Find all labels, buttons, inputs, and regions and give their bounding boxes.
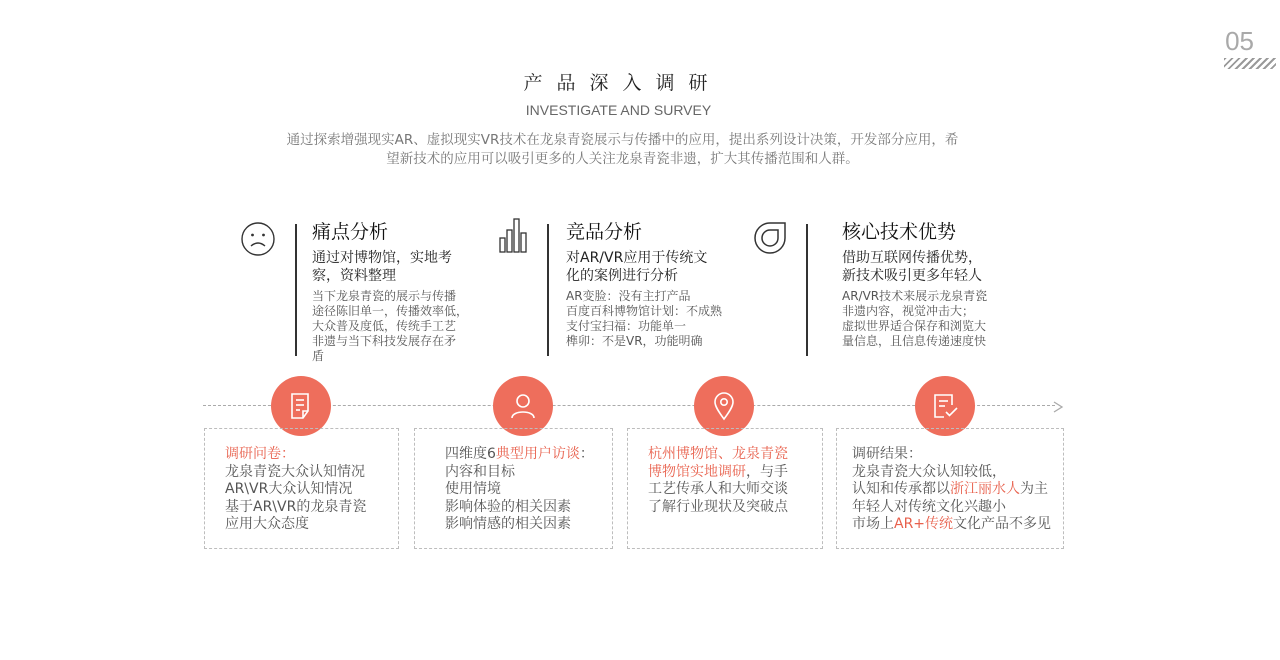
intro-line: 通过探索增强现实AR、虚拟现实VR技术在龙泉青瓷展示与传播中的应用，提出系列设计决策，开发部分应用，希 — [286, 132, 959, 148]
card-line — [225, 464, 398, 482]
research-card-result — [836, 428, 1064, 549]
card-text: ，与手 — [746, 463, 788, 480]
core-tech-advantage-block — [842, 217, 1022, 349]
block-divider — [806, 224, 808, 356]
card-line — [648, 464, 822, 482]
card-text: 文化产品不多见 — [953, 516, 1052, 532]
card-text: 应用大众态度 — [225, 516, 309, 532]
intro-paragraph — [250, 131, 995, 169]
timeline-node-questionnaire — [271, 376, 331, 436]
card-text: 了解行业现状及突破点 — [648, 498, 788, 515]
timeline-node-result — [915, 376, 975, 436]
checklist-icon — [930, 391, 960, 421]
card-text: 调研结果： — [852, 446, 922, 462]
bar-chart-icon — [495, 216, 535, 256]
card-line — [648, 499, 822, 517]
timeline-node-user-interview — [493, 376, 553, 436]
card-highlight-text: 调研问卷： — [225, 446, 295, 462]
block-body-line: 途径陈旧单一，传播效率低， — [312, 304, 469, 318]
block-body-line: 非遗与当下科技发展存在矛 — [312, 334, 457, 348]
card-text: ： — [579, 446, 594, 462]
card-text: 使用情境 — [445, 481, 501, 497]
document-icon — [286, 391, 316, 421]
research-card-field-research — [627, 428, 823, 549]
page-number: 05 — [1225, 26, 1254, 56]
card-line — [852, 481, 1063, 499]
card-line — [445, 516, 612, 534]
block-heading: 竞品分析 — [566, 221, 643, 243]
card-line — [445, 446, 612, 464]
block-sub-line: 通过对博物馆，实地考 — [312, 250, 452, 266]
competitor-analysis-block — [566, 217, 746, 349]
card-line — [648, 481, 822, 499]
card-text: 市场上 — [852, 516, 894, 532]
card-line — [225, 446, 398, 464]
user-icon — [508, 391, 538, 421]
block-body-line: 量信息，且信息传递速度快 — [842, 334, 987, 348]
block-sub-line: 借助互联网传播优势， — [842, 250, 982, 266]
card-line — [648, 446, 822, 464]
block-body-line: 当下龙泉青瓷的展示与传播 — [312, 289, 457, 303]
card-line — [225, 499, 398, 517]
card-text: 影响情感的相关因素 — [445, 516, 571, 532]
block-body-line: AR变脸：没有主打产品 — [566, 289, 691, 303]
card-text: 影响体验的相关因素 — [445, 498, 571, 515]
sad-face-icon — [240, 219, 280, 259]
card-line — [225, 516, 398, 534]
block-body-line: 盾 — [312, 349, 325, 363]
card-highlight-text: 博物馆实地调研 — [648, 463, 746, 480]
block-body-line: 支付宝扫福：功能单一 — [566, 319, 687, 333]
card-text: 四维度6 — [445, 446, 496, 462]
card-text: 基于AR\VR的龙泉青瓷 — [225, 498, 367, 515]
block-body-line: 虚拟世界适合保存和浏览大 — [842, 319, 987, 333]
block-subheading — [566, 249, 746, 285]
intro-line: 望新技术的应用可以吸引更多的人关注龙泉青瓷非遗，扩大其传播范围和人群。 — [386, 151, 859, 167]
card-line — [445, 499, 612, 517]
block-body-line: 大众普及度低，传统手工艺 — [312, 319, 457, 333]
block-heading: 痛点分析 — [312, 221, 389, 243]
timeline-node-field-research — [694, 376, 754, 436]
page-subtitle: INVESTIGATE AND SURVEY — [525, 102, 712, 118]
location-pin-icon — [709, 391, 739, 421]
card-highlight-text: 典型用户访谈 — [495, 446, 580, 462]
card-text: AR\VR大众认知情况 — [225, 481, 353, 497]
card-highlight-text: 浙江丽水人 — [950, 481, 1020, 497]
card-line — [225, 481, 398, 499]
card-line — [445, 481, 612, 499]
block-sub-line: 化的案例进行分析 — [566, 268, 678, 284]
card-line — [852, 446, 1063, 464]
card-text: 年轻人对传统文化兴趣小 — [852, 498, 1006, 515]
card-text: 内容和目标 — [445, 463, 515, 480]
block-body-line: 榫卯：不是VR，功能明确 — [566, 334, 703, 348]
card-line — [445, 464, 612, 482]
block-body-line: 非遗内容，视觉冲击大； — [842, 304, 975, 318]
card-text: 龙泉青瓷大众认知情况 — [225, 463, 365, 480]
card-line — [852, 516, 1063, 534]
block-sub-line: 新技术吸引更多年轻人 — [842, 268, 982, 284]
card-text: 龙泉青瓷大众认知较低， — [852, 463, 1006, 480]
block-divider — [295, 224, 297, 356]
card-highlight-text: AR+传统 — [894, 516, 954, 532]
block-subheading — [842, 249, 1022, 285]
block-body — [842, 289, 1022, 349]
block-divider — [547, 224, 549, 356]
block-body-line: 百度百科博物馆计划：不成熟 — [566, 304, 723, 318]
card-line — [852, 499, 1063, 517]
research-card-user-interview — [414, 428, 613, 549]
research-card-questionnaire — [204, 428, 399, 549]
block-subheading — [312, 249, 492, 285]
card-highlight-text: 杭州博物馆、龙泉青瓷 — [648, 446, 788, 462]
pain-point-block — [312, 217, 492, 364]
block-body — [312, 289, 492, 364]
block-body-line: AR/VR技术来展示龙泉青瓷 — [842, 289, 988, 303]
card-text: 为主 — [1020, 481, 1048, 497]
page-title: 产品深入调研 — [523, 72, 722, 94]
block-heading: 核心技术优势 — [842, 221, 957, 243]
block-body — [566, 289, 746, 349]
timeline-arrow-icon — [1051, 399, 1065, 413]
block-sub-line: 对AR/VR应用于传统文 — [566, 250, 708, 266]
leaf-drop-icon — [751, 219, 791, 259]
card-line — [852, 464, 1063, 482]
block-sub-line: 察，资料整理 — [312, 268, 396, 284]
card-text: 认知和传承都以 — [852, 481, 950, 497]
card-text: 工艺传承人和大师交谈 — [648, 481, 788, 497]
